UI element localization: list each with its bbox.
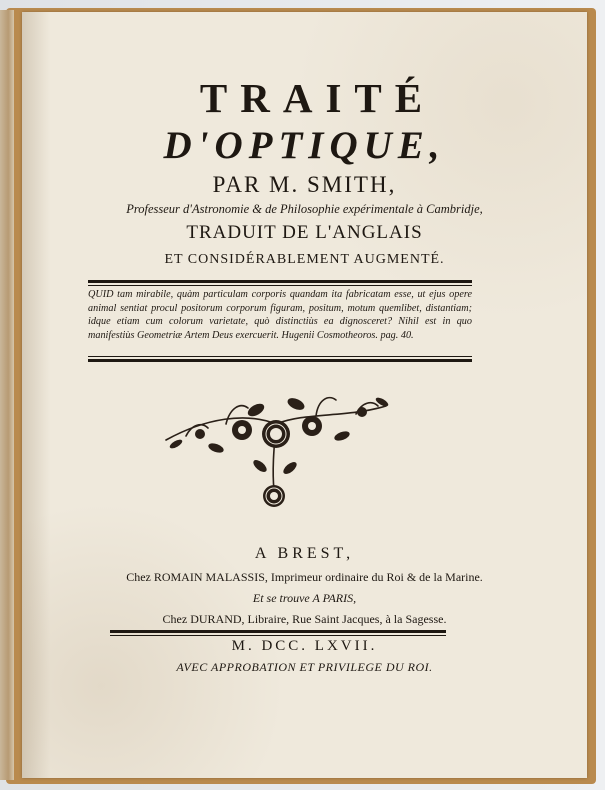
translation-note: TRADUIT DE L'ANGLAIS <box>186 222 423 243</box>
title-line-1: TRAITÉ <box>199 75 436 121</box>
title-page <box>22 12 587 778</box>
imprint-bookseller: Chez DURAND, Libraire, Rue Saint Jacques, à la Sagesse. <box>162 612 447 626</box>
augmentation-note: ET CONSIDÉRABLEMENT AUGMENTÉ. <box>164 252 445 267</box>
rule-middle-thin <box>88 356 472 357</box>
floral-ornament <box>156 378 396 518</box>
imprint-city: A BREST, <box>254 545 355 562</box>
rule-upper-thin <box>88 285 472 286</box>
epigraph: QUID tam mirabile, quàm particulam corporis quandam ita fabricatam esse, ut ejus opere animal sentiat procul positorum corporum figuram, positum, motum quemlibet, distantiam; idque etiam cum colorum varietate, quò distinctiùs ea dignosceret? Nihil est in quo manifestiùs Geometriæ Artem Deus exercuerit. Hugenii Cosmotheoros. pag. 40. <box>88 289 472 342</box>
imprint-printer: Chez ROMAIN MALASSIS, Imprimeur ordinaire du Roi & de la Marine. <box>126 570 483 584</box>
imprint-approbation: AVEC APPROBATION ET PRIVILEGE DU ROI. <box>176 660 433 674</box>
author-line: PAR M. SMITH, <box>212 172 397 197</box>
author-role: Professeur d'Astronomie & de Philosophie expérimentale à Cambridje, <box>126 202 483 216</box>
imprint-also-found: Et se trouve A PARIS, <box>252 591 357 605</box>
book-spine-edge <box>0 10 14 780</box>
rule-lower-thick <box>110 630 446 633</box>
rule-lower-thin <box>110 635 446 636</box>
rule-upper-thick <box>88 280 472 283</box>
rule-middle-thick <box>88 359 472 362</box>
imprint-year: M. DCC. LXVII. <box>231 638 378 654</box>
title-line-2: D'OPTIQUE, <box>163 124 446 167</box>
